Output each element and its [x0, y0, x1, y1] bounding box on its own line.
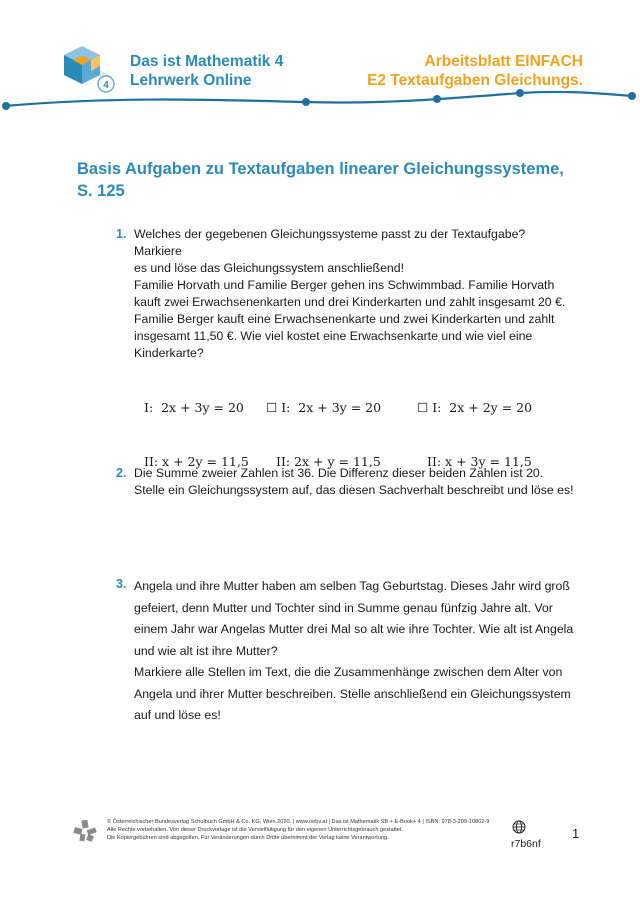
wave-dot — [302, 98, 310, 106]
task3-number: 3. — [116, 577, 127, 591]
wave-dot — [516, 89, 524, 97]
publisher-logo-icon — [72, 820, 98, 842]
worksheet-level: Arbeitsblatt EINFACH — [424, 53, 583, 70]
header-subtitle: Lehrwerk Online — [130, 72, 252, 89]
task1-number: 1. — [116, 227, 127, 241]
task2-text: Die Summe zweier Zahlen ist 36. Die Differenz dieser beiden Zahlen ist 20. Stelle ein Gleichungssystem auf, das diesen Sachverhalt beschreibt und löse es! — [134, 466, 574, 497]
wave-dot — [2, 102, 10, 110]
option-c[interactable]: ☐ I: 2x + 2y = 20 II: x + 3y = 11,5 — [417, 400, 533, 469]
header-title: Das ist Mathematik 4 — [130, 53, 284, 70]
checkbox-b[interactable]: ☐ — [266, 400, 278, 415]
online-code[interactable]: r7b6nf — [511, 838, 541, 850]
wave-dot — [433, 95, 441, 103]
page-heading: Basis Aufgaben zu Textaufgaben linearer Gleichungssysteme, S. 125 — [77, 160, 564, 200]
task3-text: Angela und ihre Mutter haben am selben Tag Geburtstag. Dieses Jahr wird groß gefeiert, denn Mutter und Tochter sind in Summe genau fünfzig Jahre alt. Vor einem Jahr war Angelas Mutter drei Mal so alt wie ihre Tochter. Wie alt ist Angela und wie alt ist ihre Mutter? Markiere alle Stellen im Text, die die Zusammenhänge zwischen dem Alter von Angela und ihrer Mutter beschreiben. Stelle anschließend ein Gleichungssystem auf und löse es! — [134, 579, 574, 722]
checkbox-c[interactable]: ☐ — [417, 400, 429, 415]
page-number: 1 — [572, 826, 580, 841]
task2-number: 2. — [116, 466, 127, 480]
copyright-notice: © Österreichischer Bundesverlag Schulbuch GmbH & Co. KG, Wien 2020. | www.oebv.at | Das ist Mathematik SB + E-Book+ 4 | ISBN: 978-3-209-10802-9 Alle Rechte vorbehalten. Von dieser Druckvorlage ist die Vervielfältigung für den eigenen Unterrichtsgebrauch gestattet. Die Kopiergebühren sind abgegolten. Für Veränderungen durch Dritte übernimmt der Verlag keine Verantwortung. — [107, 819, 490, 841]
option-b[interactable]: ☐ I: 2x + 3y = 20 II: 2x + y = 11,5 — [266, 400, 382, 469]
wave-dot — [628, 92, 636, 100]
header-wave-line — [0, 84, 640, 120]
option-a-eq1: I: 2x + 3y = 20 — [144, 400, 244, 415]
task1-instruction: Welches der gegebenen Gleichungssysteme passt zu der Textaufgabe? Markiere es und löse das Gleichungssystem anschließend! — [134, 227, 526, 275]
logo-digit: 4 — [103, 80, 109, 91]
worksheet-topic: E2 Textaufgaben Gleichungs. — [367, 72, 583, 89]
globe-icon[interactable] — [512, 820, 526, 834]
task1-story: Familie Horvath und Familie Berger gehen ins Schwimmbad. Familie Horvath kauft zwei Erwachsenenkarten und drei Kinderkarten und zahlt insgesamt 20 €. Familie Berger kauft eine Erwachsenenkarte und zwei Kinderkarten und zahlt insgesamt 11,50 €. Wie viel kostet eine Erwachsenkarte und wie viel eine Kinderkarte? — [134, 278, 566, 360]
option-a-eq2: II: x + 2y = 11,5 — [144, 454, 249, 469]
